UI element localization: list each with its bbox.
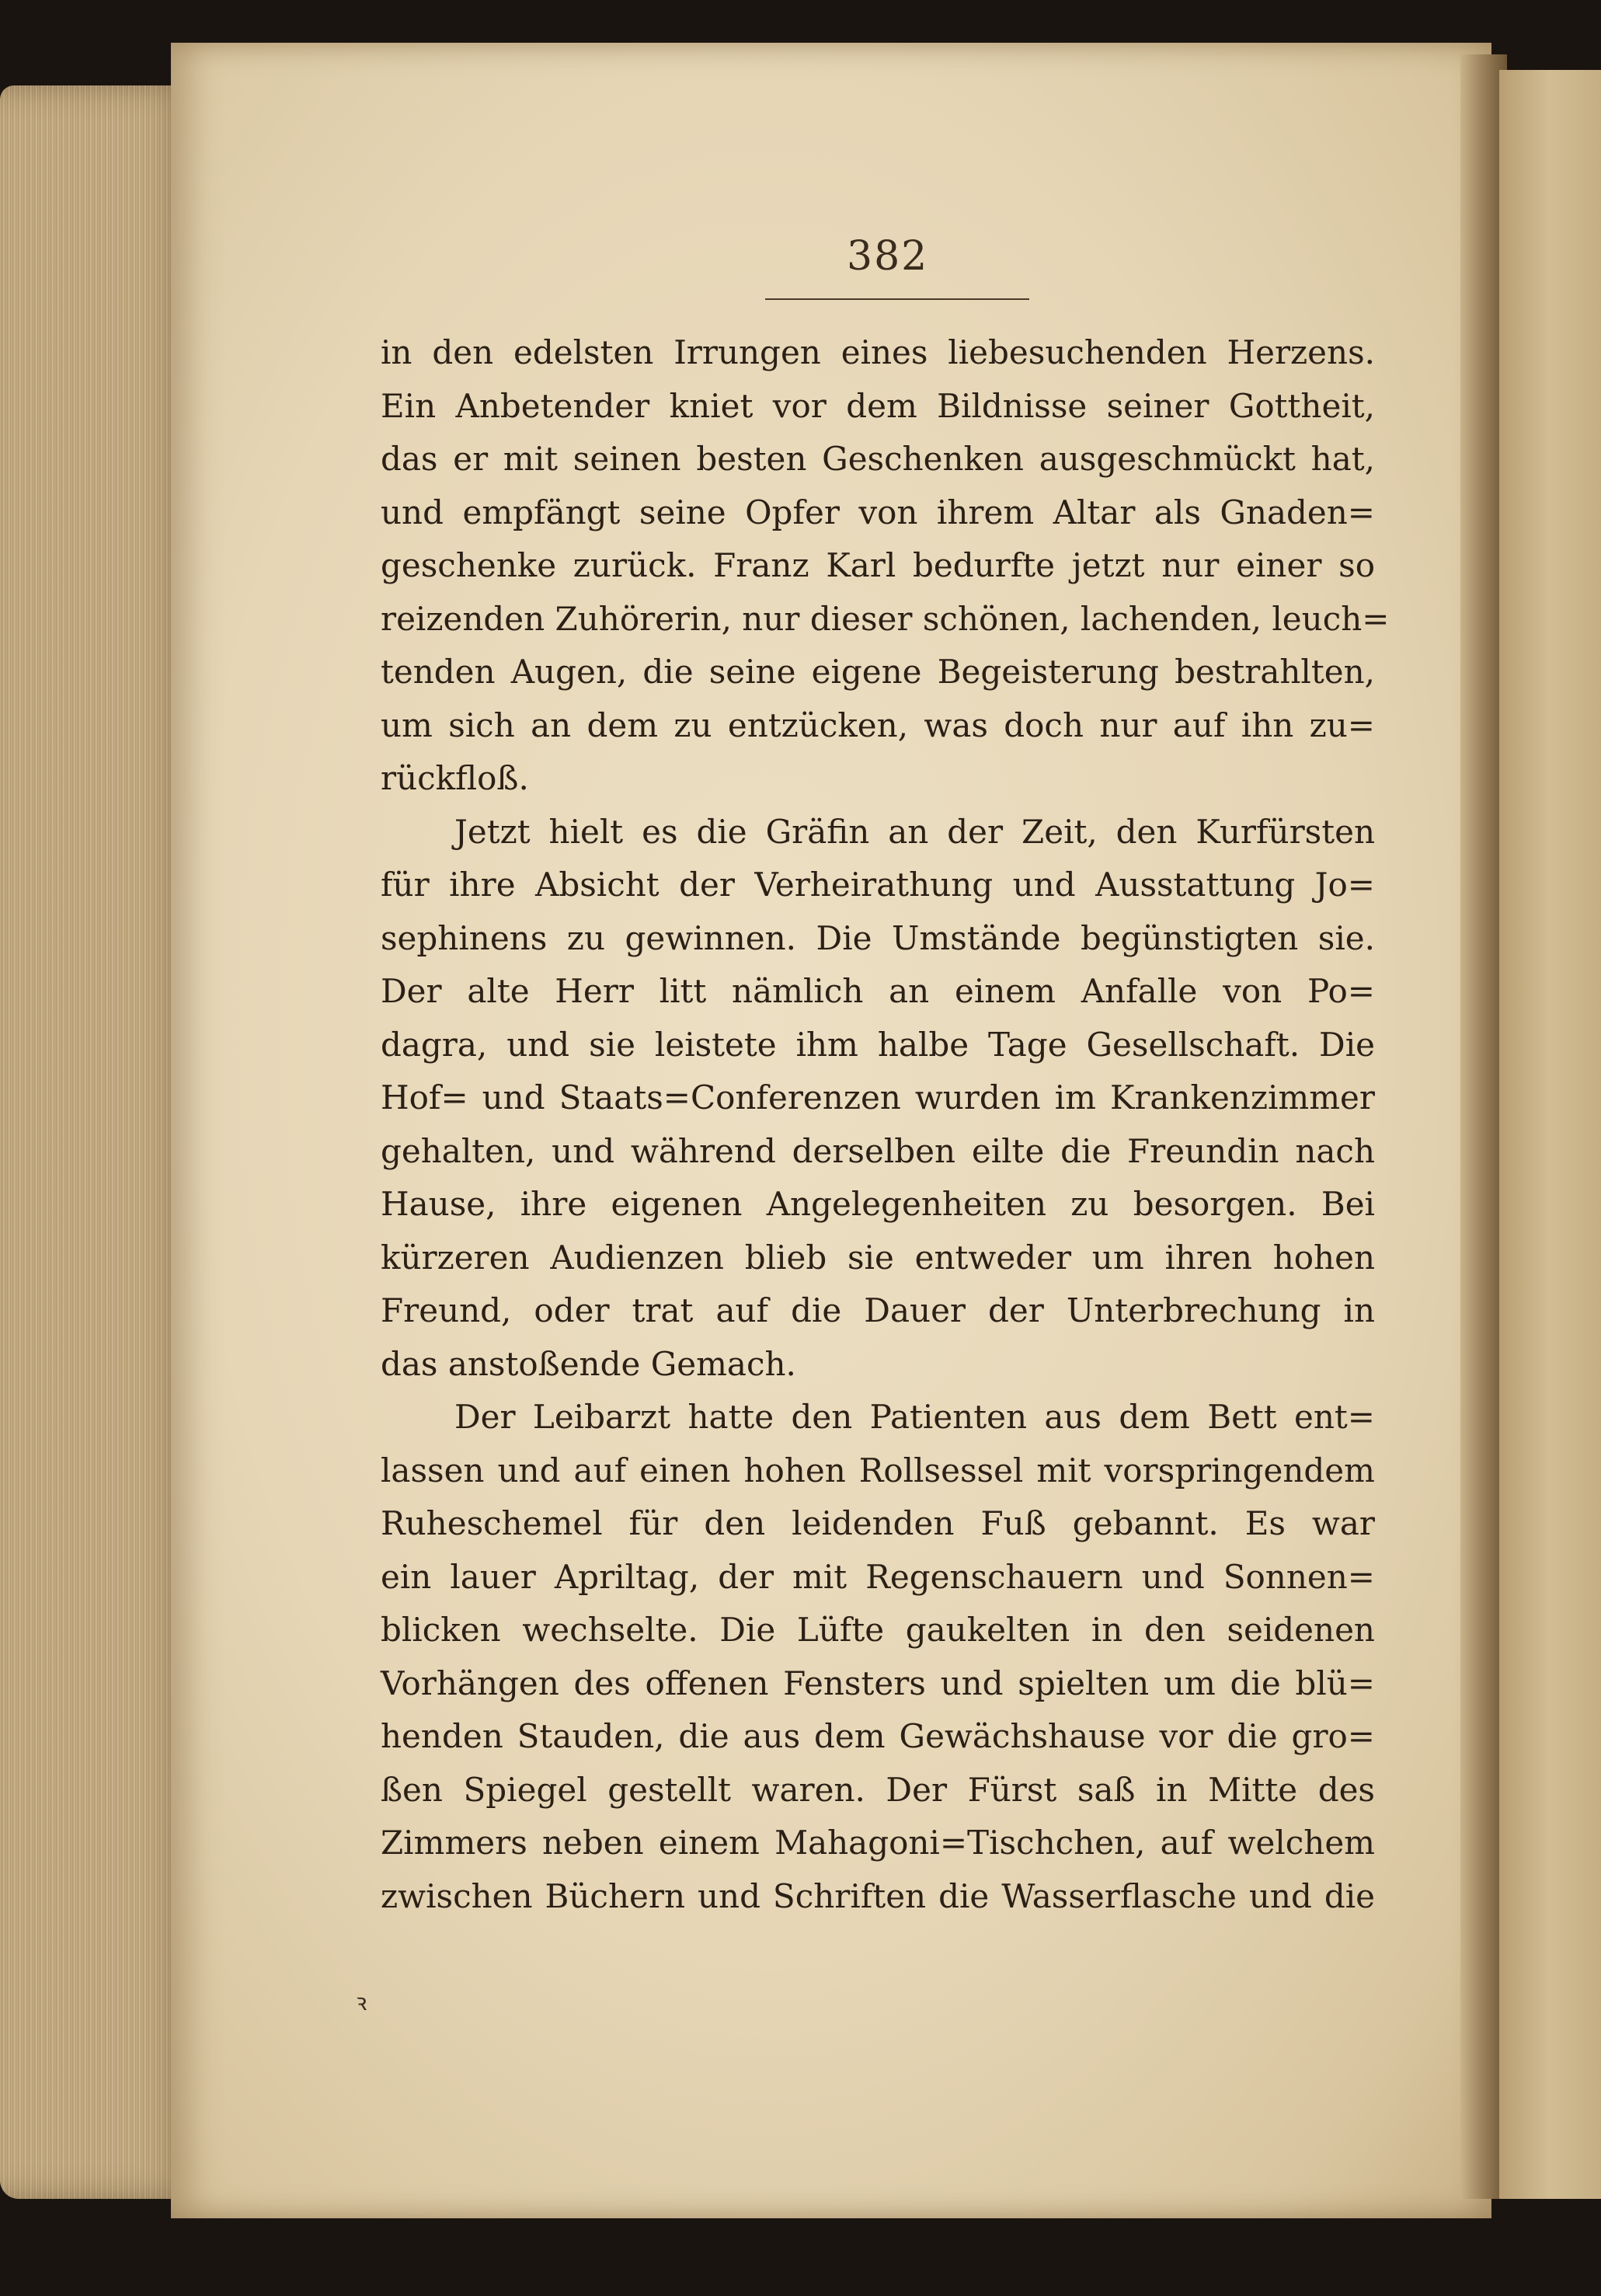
text-line: ein lauer Apriltag, der mit Regenschauern und Sonnen= [381, 1557, 1375, 1596]
text-line: sephinens zu gewinnen. Die Umstände begünstigten sie. [381, 918, 1375, 957]
text-line: das anstoßende Gemach. [381, 1344, 796, 1383]
text-line: Ein Anbetender kniet vor dem Bildnisse seiner Gottheit, [381, 386, 1375, 425]
text-line: Hause, ihre eigenen Angelegenheiten zu besorgen. Bei [381, 1185, 1375, 1223]
text-line: dagra, und sie leistete ihm halbe Tage Gesellschaft. Die [381, 1025, 1375, 1064]
text-line: Freund, oder trat auf die Dauer der Unterbrechung in [381, 1291, 1375, 1329]
text-line: das er mit seinen besten Geschenken ausgeschmückt hat, [381, 440, 1375, 478]
text-line: zwischen Büchern und Schriften die Wasserflasche und die [381, 1876, 1375, 1915]
text-line: für ihre Absicht der Verheirathung und Ausstattung Jo= [381, 866, 1375, 904]
text-line: ßen Spiegel gestellt waren. Der Fürst saß in Mitte des [381, 1770, 1375, 1809]
page-edges [0, 85, 198, 2199]
text-line: geschenke zurück. Franz Karl bedurfte jetzt nur einer so [381, 546, 1375, 584]
text-line: tenden Augen, die seine eigene Begeisterung bestrahlten, [381, 653, 1375, 691]
text-line: und empfängt seine Opfer von ihrem Altar als Gnaden= [381, 493, 1375, 531]
text-line: Der alte Herr litt nämlich an einem Anfalle von Po= [381, 972, 1375, 1010]
signature-mark: ꝛ [356, 1989, 367, 2016]
text-line: Ruheschemel für den leidenden Fuß gebannt. Es war [381, 1504, 1375, 1542]
text-line: rückfloß. [381, 759, 529, 797]
text-line: reizenden Zuhörerin, nur dieser schönen, lachenden, leuch= [381, 599, 1390, 638]
paragraph-start-line: Der Leibarzt hatte den Patienten aus dem Bett ent= [454, 1398, 1375, 1436]
text-line: henden Stauden, die aus dem Gewächshause vor die gro= [381, 1717, 1375, 1755]
facing-page-edge [1499, 70, 1601, 2199]
text-line: Zimmers neben einem Mahagoni=Tischchen, auf welchem [381, 1824, 1375, 1862]
paragraph-start-line: Jetzt hielt es die Gräfin an der Zeit, den Kurfürsten [454, 812, 1375, 851]
text-line: lassen und auf einen hohen Rollsessel mit vorspringendem [381, 1451, 1375, 1489]
text-line: in den edelsten Irrungen eines liebesuchenden Herzens. [381, 333, 1375, 371]
header-rule [765, 298, 1029, 300]
text-line: blicken wechselte. Die Lüfte gaukelten in den seidenen [381, 1611, 1375, 1649]
text-line: kürzeren Audienzen blieb sie entweder um ihren hohen [381, 1238, 1375, 1277]
text-line: Hof= und Staats=Conferenzen wurden im Krankenzimmer [381, 1078, 1375, 1117]
text-line: gehalten, und während derselben eilte die Freundin nach [381, 1131, 1375, 1170]
text-line: Vorhängen des offenen Fensters und spielten um die blü= [381, 1664, 1375, 1702]
text-line: um sich an dem zu entzücken, was doch nur auf ihn zu= [381, 706, 1375, 744]
page-number: 382 [847, 233, 929, 280]
body-text [381, 326, 1390, 1923]
